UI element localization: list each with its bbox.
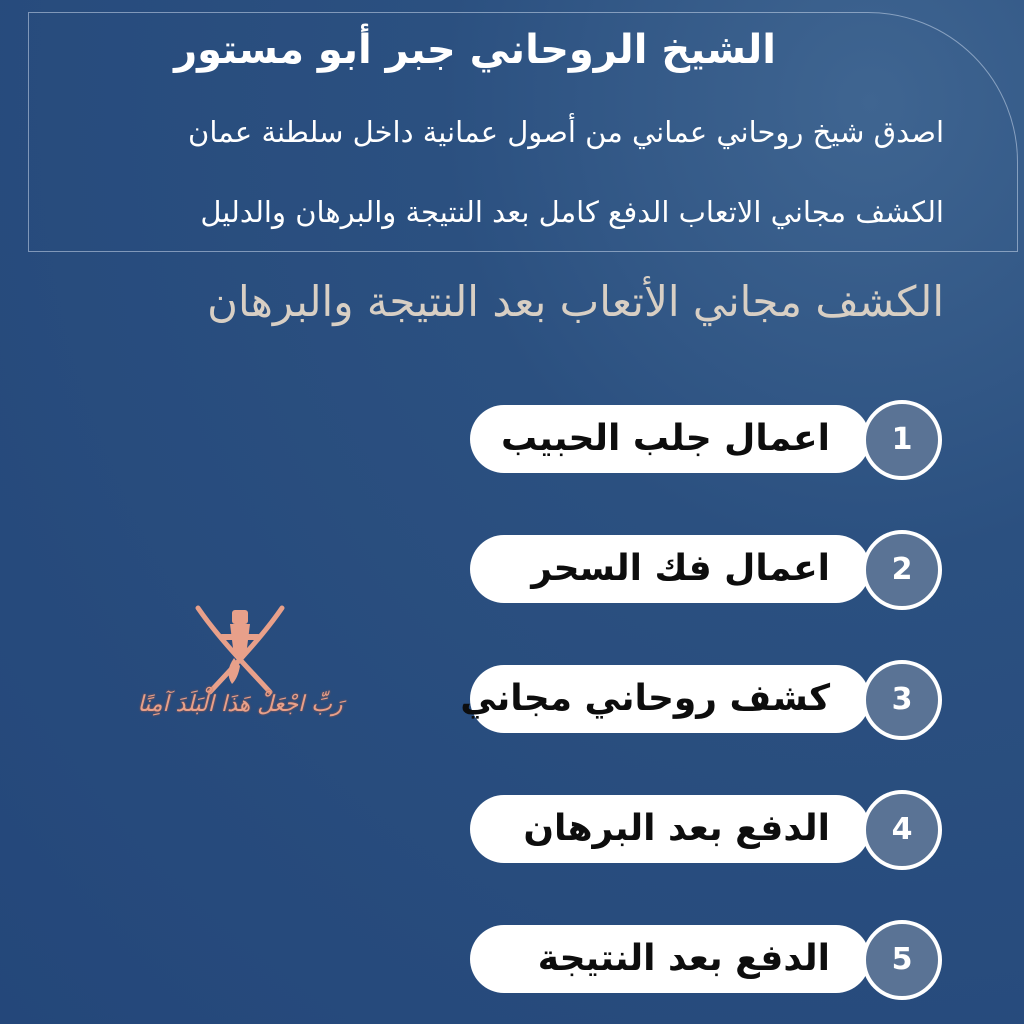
list-item (470, 920, 950, 998)
page-title: الشيخ الروحاني جبر أبو مستور (174, 27, 776, 73)
list-item (470, 530, 950, 608)
list-item-pill (470, 535, 870, 603)
subheading: الكشف مجاني الأتعاب بعد النتيجة والبرهان (207, 277, 944, 326)
list-item-label: الدفع بعد النتيجة (537, 938, 830, 979)
list-item-number: 5 (862, 920, 942, 1000)
list-item-pill (470, 795, 870, 863)
list-item-pill (460, 665, 870, 733)
list-item-number: 3 (862, 660, 942, 740)
description-line-2: الكشف مجاني الاتعاب الدفع كامل بعد النتيجة والبرهان والدليل (200, 195, 944, 229)
list-item-number: 2 (862, 530, 942, 610)
oman-emblem (120, 600, 360, 740)
emblem-caption: رَبِّ اجْعَلْ هَذَا الْبَلَدَ آمِنًا (137, 692, 343, 717)
list-item-number: 4 (862, 790, 942, 870)
list-item (460, 660, 950, 738)
description-line-1: اصدق شيخ روحاني عماني من أصول عمانية داخل سلطنة عمان (188, 115, 944, 149)
list-item-label: الدفع بعد البرهان (523, 808, 830, 849)
list-item-label: كشف روحاني مجاني (460, 678, 830, 719)
list-item-pill (470, 405, 870, 473)
oman-khanjar-emblem-icon (120, 600, 360, 700)
list-item-label: اعمال جلب الحبيب (501, 418, 830, 459)
list-item (470, 400, 950, 478)
list-item-number: 1 (862, 400, 942, 480)
list-item-pill (470, 925, 870, 993)
list-item-label: اعمال فك السحر (531, 548, 830, 589)
list-item (470, 790, 950, 868)
